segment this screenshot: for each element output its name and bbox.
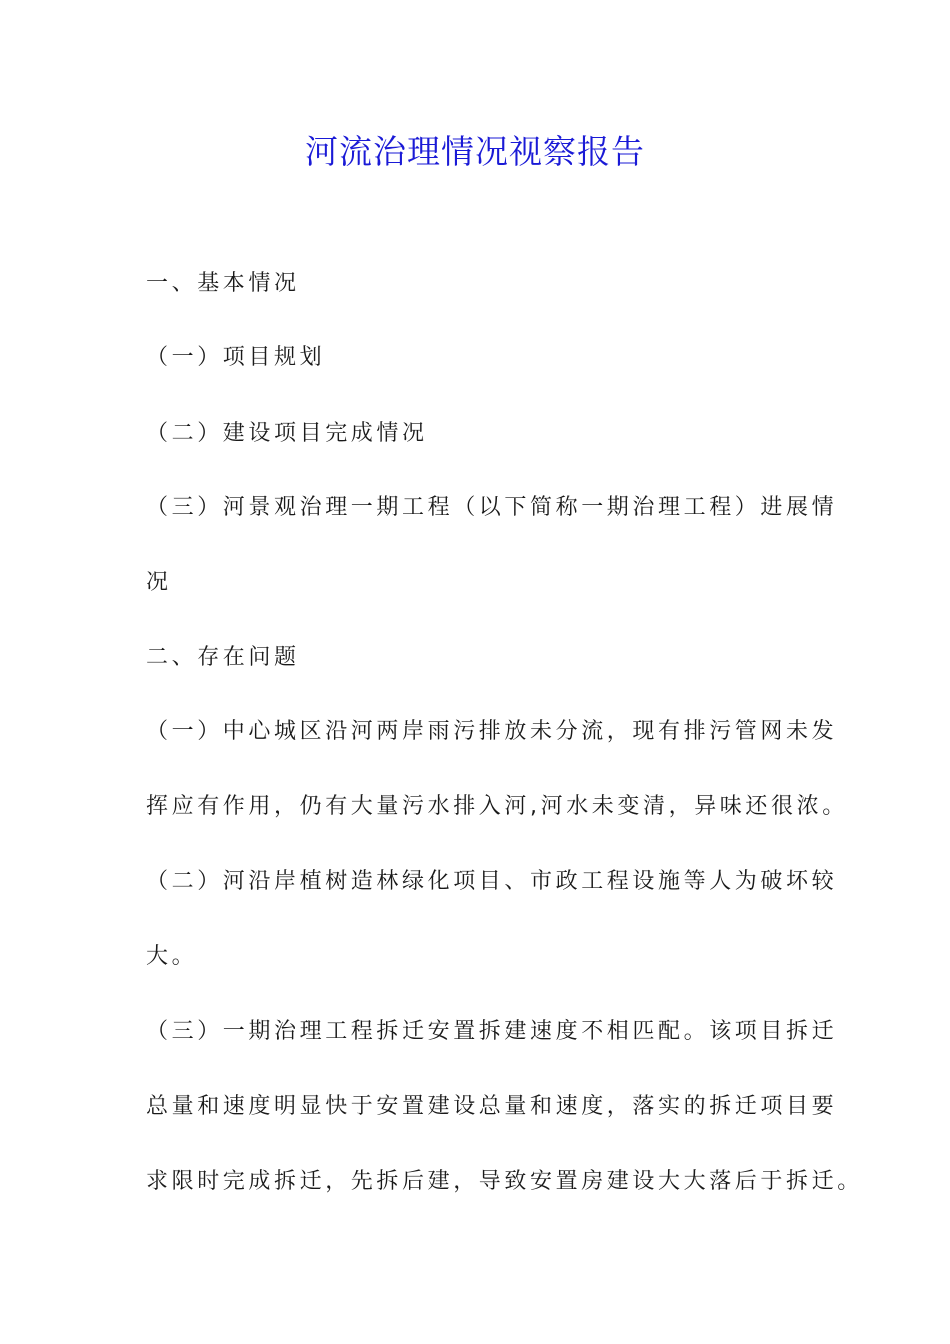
subsection-phase-one-progress: （三）河景观治理一期工程（以下简称一期治理工程）进展情: [146, 495, 838, 520]
document-title: 河流治理情况视察报告: [305, 132, 645, 171]
subsection-project-planning: （一）项目规划: [146, 345, 326, 370]
section-heading-basic-situation: 一、基本情况: [146, 271, 300, 296]
subsection-phase-one-progress-cont: 况: [146, 570, 172, 595]
problem-two-line-2: 大。: [146, 944, 198, 969]
problem-one-line-2: 挥应有作用，仍有大量污水排入河,河水未变清，异味还很浓。: [146, 794, 848, 819]
problem-one-line-1: （一）中心城区沿河两岸雨污排放未分流，现有排污管网未发: [146, 719, 838, 744]
subsection-construction-completion: （二）建设项目完成情况: [146, 421, 428, 446]
problem-three-line-1: （三）一期治理工程拆迁安置拆建速度不相匹配。该项目拆迁: [146, 1019, 838, 1044]
problem-three-line-3: 求限时完成拆迁，先拆后建，导致安置房建设大大落后于拆迁。: [146, 1169, 863, 1194]
problem-three-line-2: 总量和速度明显快于安置建设总量和速度，落实的拆迁项目要: [146, 1094, 838, 1119]
section-heading-existing-problems: 二、存在问题: [146, 645, 300, 670]
problem-two-line-1: （二）河沿岸植树造林绿化项目、市政工程设施等人为破坏较: [146, 869, 838, 894]
